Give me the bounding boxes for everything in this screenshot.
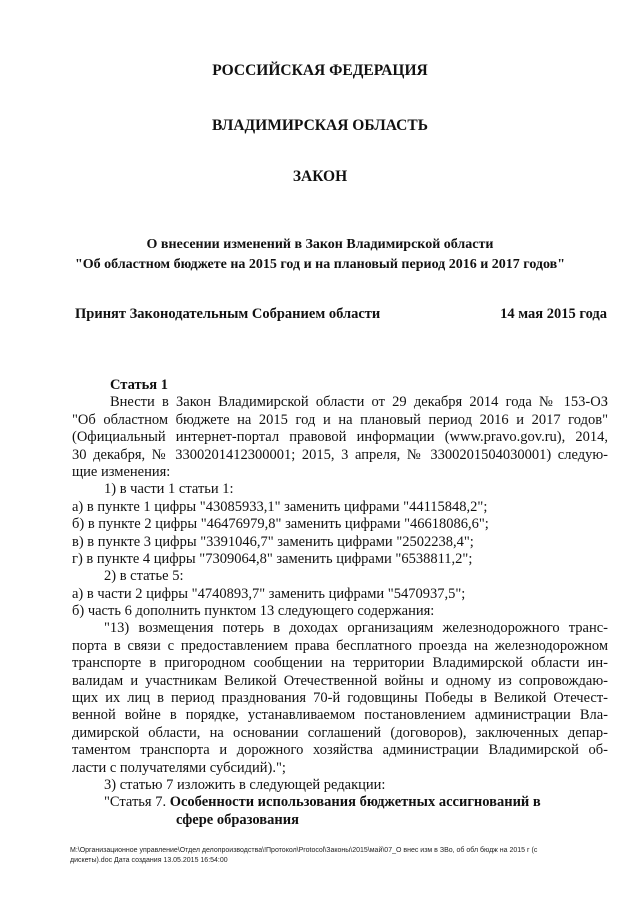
amendment-item: б) часть 6 дополнить пунктом 13 следующего содержания: bbox=[72, 603, 435, 620]
amendment-item: а) в пункте 1 цифры "43085933,1" заменить цифрами "44115848,2"; bbox=[72, 498, 488, 515]
article-7-prefix: "Статья 7. bbox=[104, 794, 167, 811]
article-body bbox=[72, 377, 608, 829]
file-path-footer bbox=[70, 846, 630, 866]
law-title-line-2: "Об областном бюджете на 2015 год и на плановый период 2016 и 2017 годов" bbox=[75, 257, 565, 272]
amendment-item: б) в пункте 2 цифры "46476979,8" заменить цифрами "46618086,6"; bbox=[72, 516, 489, 533]
quote-line: ласти с получателями субсидий)."; bbox=[72, 759, 286, 776]
quote-line: венной войне в порядке, устанавливаемом постановлением администрации Вла- bbox=[72, 707, 608, 724]
quote-line: валидам и участникам Великой Отечественной войны и одному из сопровождаю- bbox=[72, 672, 608, 689]
article-7-heading bbox=[72, 794, 608, 811]
article-heading: Статья 1 bbox=[110, 377, 168, 393]
intro-line: (Официальный интернет-портал правовой информации (www.pravo.gov.ru), 2014, bbox=[72, 429, 608, 446]
adoption-label: Принят Законодательным Собранием области bbox=[75, 306, 381, 322]
law-title-line-1: О внесении изменений в Закон Владимирской области bbox=[146, 237, 494, 252]
intro-line: 30 декабря, № 3300201412300001; 2015, 3 апреля, № 3300201504030001) следую- bbox=[72, 446, 608, 463]
doc-type-heading: ЗАКОН bbox=[292, 168, 348, 185]
amendment-item: 2) в статье 5: bbox=[104, 568, 184, 585]
quote-line: транспорте в пригородном сообщении на территории Владимирской области ин- bbox=[72, 655, 608, 672]
quote-line: щих их лиц в период празднования 70-й годовщины Победы в Великой Отечест- bbox=[72, 690, 608, 707]
amendment-item: а) в части 2 цифры "4740893,7" заменить цифрами "5470937,5"; bbox=[72, 585, 466, 602]
quote-line: "13) возмещения потерь в доходах организациям железнодорожного транс- bbox=[104, 620, 608, 637]
footer-line: М:\Организационное управление\Отдел делопроизводства\!Протокол\Protocol\Законы\2015\май\07_О внес изм в ЗВо, об обл бюдж на 2015 г (с bbox=[70, 847, 538, 854]
amendment-item: 3) статью 7 изложить в следующей редакции: bbox=[104, 776, 386, 793]
adoption-date: 14 мая 2015 года bbox=[500, 306, 607, 322]
country-heading: РОССИЙСКАЯ ФЕДЕРАЦИЯ bbox=[212, 62, 428, 79]
amendment-item: 1) в части 1 статьи 1: bbox=[104, 481, 234, 498]
region-heading: ВЛАДИМИРСКАЯ ОБЛАСТЬ bbox=[212, 117, 428, 134]
quote-line: порта в связи с предоставлением права бесплатного проезда на железнодорожном bbox=[72, 637, 608, 654]
amendment-item: г) в пункте 4 цифры "7309064,8" заменить цифрами "6538811,2"; bbox=[72, 550, 473, 567]
intro-line: щие изменения: bbox=[72, 463, 171, 480]
intro-line: Внести в Закон Владимирской области от 29 декабря 2014 года № 153-ОЗ bbox=[110, 394, 608, 411]
footer-line: дискеты).doc Дата создания 13.05.2015 16:54:00 bbox=[70, 857, 228, 864]
article-7-title-cont: сфере образования bbox=[176, 811, 299, 828]
intro-line: "Об областном бюджете на 2015 год и на плановый период 2016 и 2017 годов" bbox=[72, 411, 608, 428]
amendment-item: в) в пункте 3 цифры "3391046,7" заменить цифрами "2502238,4"; bbox=[72, 533, 474, 550]
article-7-title: Особенности использования бюджетных ассигнований в bbox=[169, 794, 541, 811]
quote-line: димирской области, на основании соглашений (договоров), заключенных депар- bbox=[72, 724, 608, 741]
quote-line: таментом транспорта и дорожного хозяйства администрации Владимирской об- bbox=[72, 742, 608, 759]
